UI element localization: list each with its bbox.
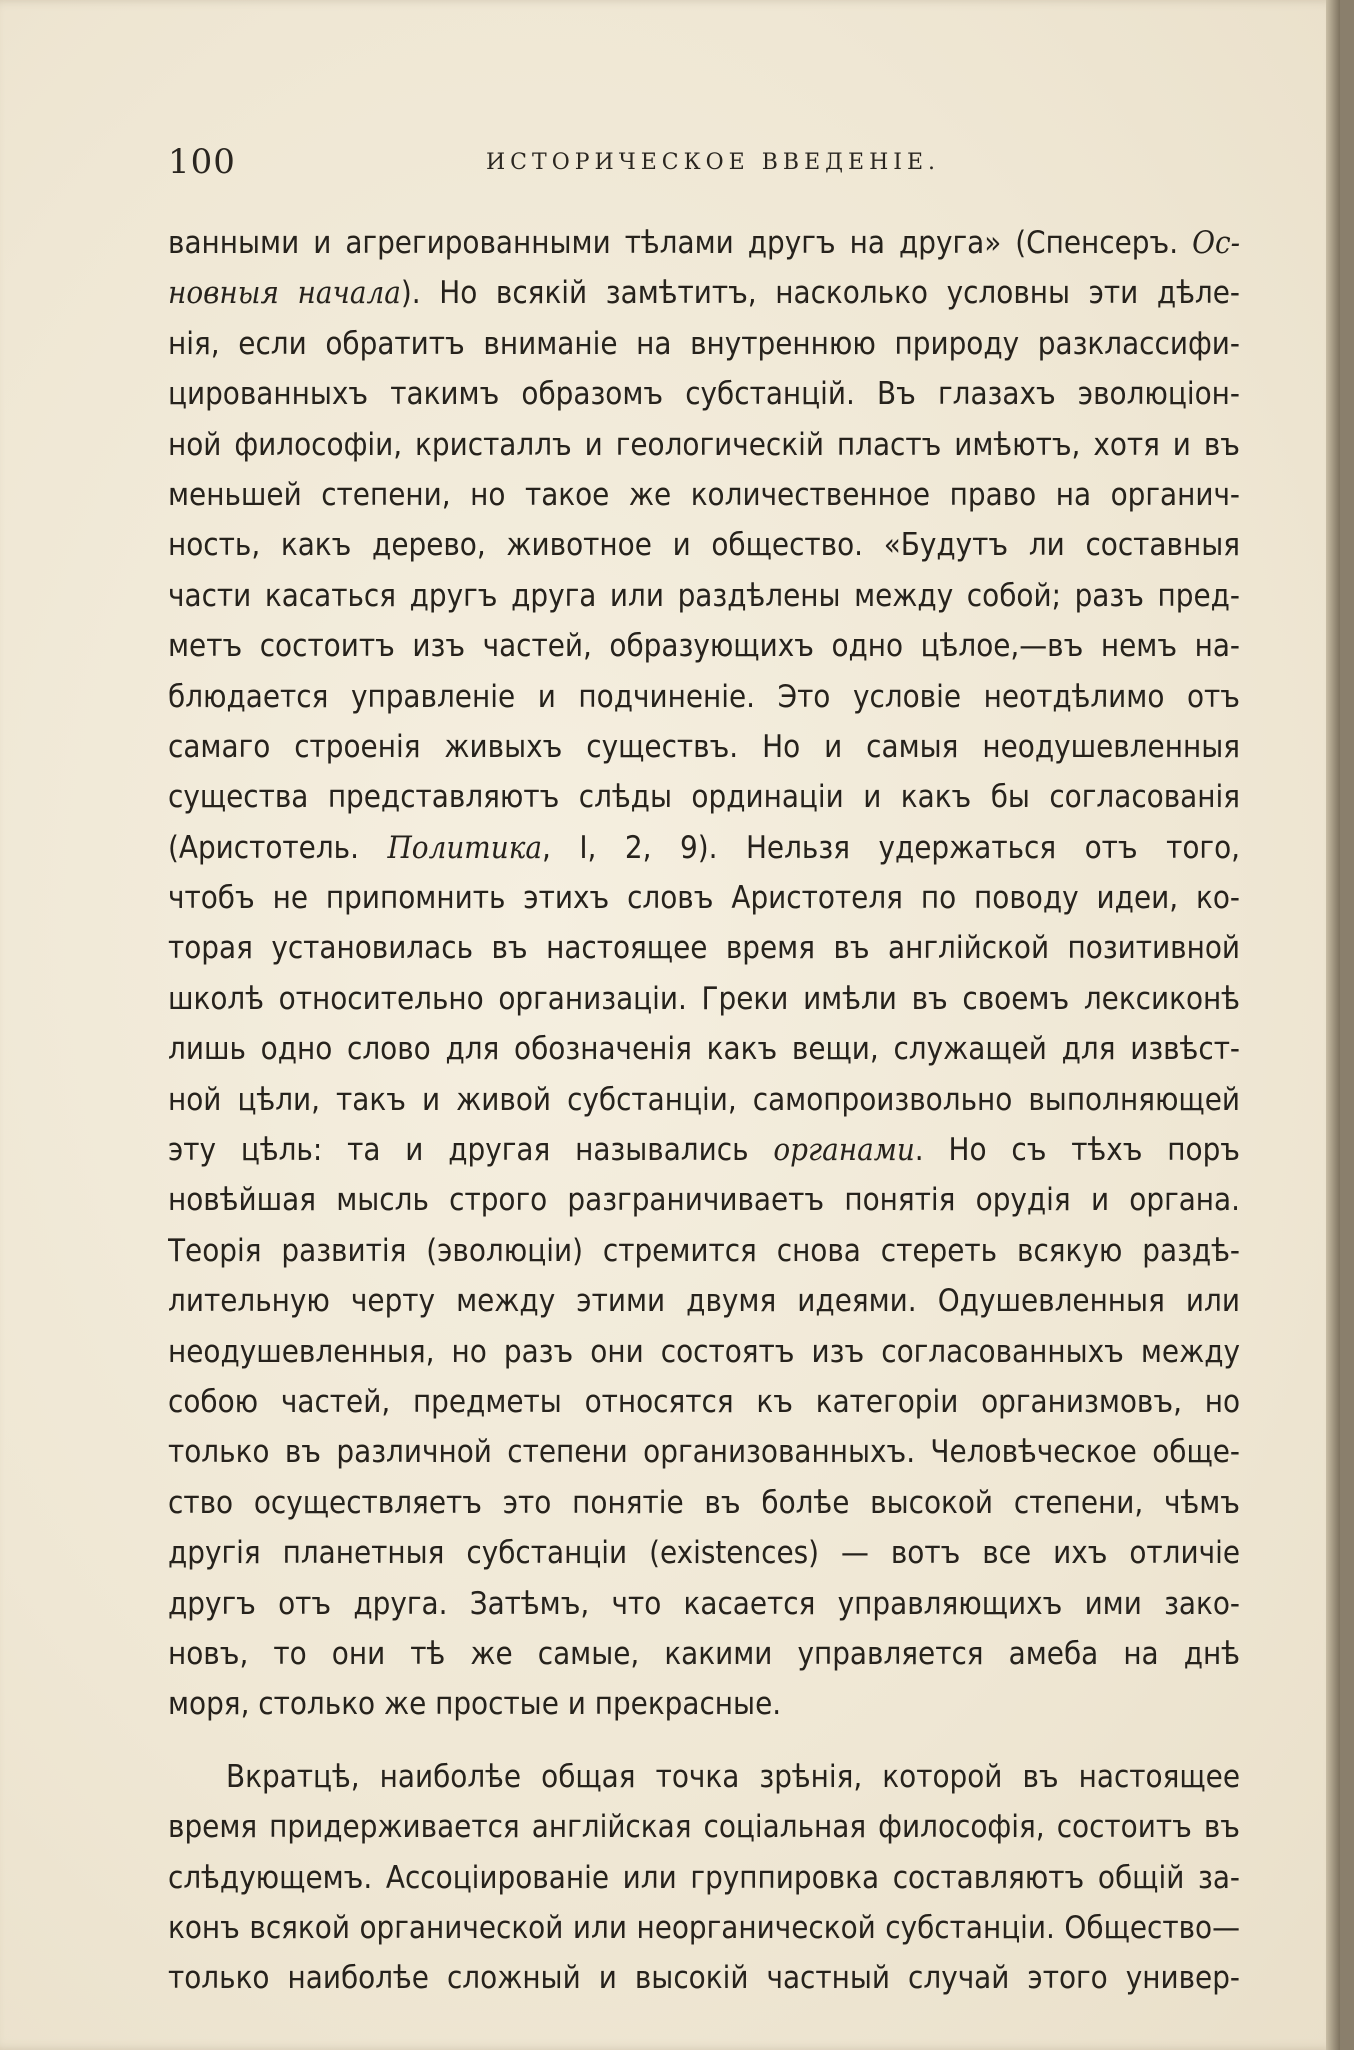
text-line: моря, столько же простые и прекрасные. xyxy=(168,1686,782,1723)
paragraph-2 xyxy=(168,1752,1240,2004)
text-line: другія планетныя субстанціи (existences) — вотъ все ихъ отличіе xyxy=(168,1535,1240,1572)
text-line: другъ отъ друга. Затѣмъ, что касается управляющихъ ими зако- xyxy=(168,1585,1240,1622)
text-line: цированныхъ такимъ образомъ субстанцій. Въ глазахъ эволюціон- xyxy=(168,376,1240,413)
text-line: неодушевленныя, но разъ они состоятъ изъ согласованныхъ между xyxy=(168,1333,1240,1370)
text-line: чтобъ не припомнить этихъ словъ Аристотеля по поводу идеи, ко- xyxy=(168,880,1240,917)
text-line: собою частей, предметы относятся къ категоріи организмовъ, но xyxy=(168,1383,1240,1420)
text-line: ность, какъ дерево, животное и общество. «Будутъ ли составныя xyxy=(168,527,1240,564)
text-line: только въ различной степени организованныхъ. Человѣческое обще- xyxy=(168,1434,1240,1471)
text-line: ной философіи, кристаллъ и геологическій пластъ имѣютъ, хотя и въ xyxy=(168,426,1240,463)
text-line: слѣдующемъ. Ассоціированіе или группировка составляютъ общій за- xyxy=(168,1859,1240,1896)
body-text xyxy=(168,218,1240,2004)
text-line: лительную черту между этими двумя идеями. Одушевленныя или xyxy=(168,1283,1240,1320)
text-line: ванными и агрегированными тѣлами другъ на друга» (Спенсеръ. Ос- xyxy=(168,225,1240,261)
text-line: новныя начала). Но всякій замѣтитъ, насколько условны эти дѣле- xyxy=(168,275,1240,312)
text-line: самаго строенія живыхъ существъ. Но и самыя неодушевленныя xyxy=(168,728,1240,765)
text-line: новъ, то они тѣ же самые, какими управляется амеба на днѣ xyxy=(168,1635,1240,1672)
page-edge xyxy=(1326,0,1340,2050)
text-line: торая установилась въ настоящее время въ англійской позитивной xyxy=(168,930,1240,967)
text-line: меньшей степени, но такое же количественное право на органич- xyxy=(168,476,1240,513)
text-line: только наиболѣе сложный и высокій частный случай этого универ- xyxy=(168,1960,1240,1997)
text-line: Вкратцѣ, наиболѣе общая точка зрѣнія, которой въ настоящее xyxy=(226,1758,1240,1795)
text-line: эту цѣль: та и другая назывались органами. Но съ тѣхъ поръ xyxy=(168,1132,1240,1169)
running-head xyxy=(168,142,1238,192)
text-line: (Аристотель. Политика, I, 2, 9). Нельзя удержаться отъ того, xyxy=(168,829,1240,866)
text-line: ство осуществляетъ это понятіе въ болѣе высокой степени, чѣмъ xyxy=(168,1484,1240,1521)
text-line: Теорія развитія (эволюціи) стремится снова стереть всякую раздѣ- xyxy=(168,1232,1240,1269)
text-line: метъ состоитъ изъ частей, образующихъ одно цѣлое,—въ немъ на- xyxy=(168,628,1240,665)
text-line: время придерживается англійская соціальная философія, состоитъ въ xyxy=(168,1809,1240,1846)
text-line: конъ всякой органической или неорганической субстанціи. Общество— xyxy=(168,1909,1240,1946)
text-line: существа представляютъ слѣды ординаціи и какъ бы согласованія xyxy=(168,779,1240,816)
text-line: лишь одно слово для обозначенія какъ вещи, служащей для извѣст- xyxy=(168,1031,1240,1068)
text-line: блюдается управленіе и подчиненіе. Это условіе неотдѣлимо отъ xyxy=(168,678,1240,715)
running-title: ИСТОРИЧЕСКОЕ ВВЕДЕНІЕ. xyxy=(486,150,940,175)
text-line: новѣйшая мысль строго разграничиваетъ понятія орудія и органа. xyxy=(168,1182,1240,1219)
paragraph-1 xyxy=(168,218,1240,1730)
text-line: части касаться другъ друга или раздѣлены между собой; разъ пред- xyxy=(168,577,1240,614)
page-number: 100 xyxy=(168,142,236,182)
text-line: нія, если обратитъ вниманіе на внутреннюю природу разклассифи- xyxy=(168,325,1240,362)
text-line: ной цѣли, такъ и живой субстанціи, самопроизвольно выполняющей xyxy=(168,1081,1240,1118)
text-line: школѣ относительно организаціи. Греки имѣли въ своемъ лексиконѣ xyxy=(168,980,1240,1017)
